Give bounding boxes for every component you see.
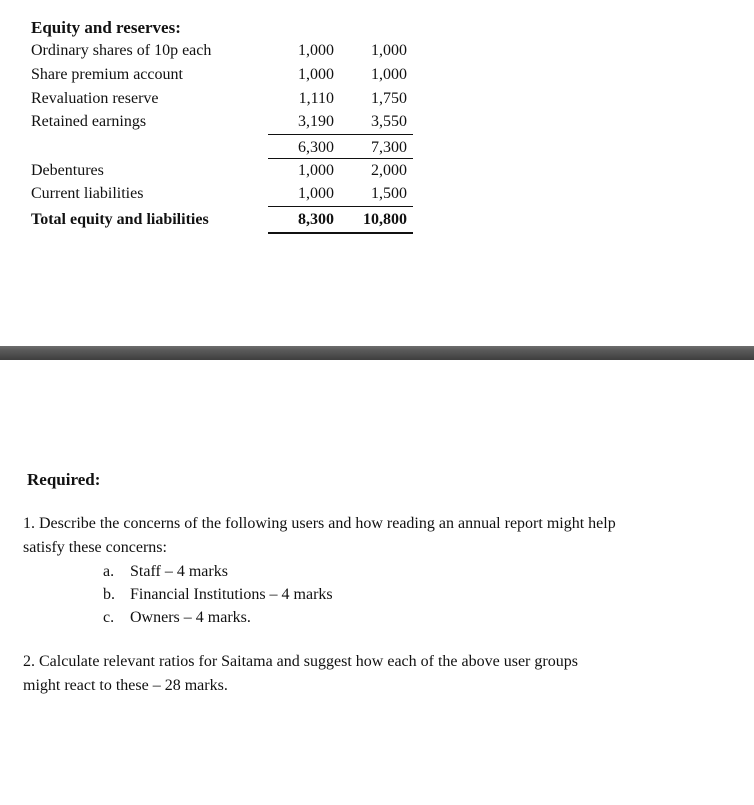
question-1-line-1: 1. Describe the concerns of the following users and how reading an annual report might help <box>23 515 616 532</box>
page-divider <box>0 346 754 360</box>
current-year-value: 1,000 <box>371 42 407 59</box>
current-year-value: 2,000 <box>371 162 407 179</box>
total-row <box>0 209 754 231</box>
prior-year-value: 1,000 <box>298 66 334 83</box>
question-2-line-2: might react to these – 28 marks. <box>23 677 228 694</box>
row-label: Retained earnings <box>31 113 147 130</box>
prior-year-value: 1,000 <box>298 162 334 179</box>
current-year-value: 7,300 <box>371 139 407 156</box>
row-label: Debentures <box>31 162 104 179</box>
current-year-value: 1,000 <box>371 66 407 83</box>
total-rule-double-1 <box>268 232 413 234</box>
table-row <box>0 183 754 205</box>
list-item <box>103 561 228 583</box>
table-row <box>0 40 754 62</box>
current-year-value: 1,750 <box>371 90 407 107</box>
list-item <box>103 607 251 629</box>
question-2-line-1: 2. Calculate relevant ratios for Saitama and suggest how each of the above user groups <box>23 653 578 670</box>
prior-year-value: 6,300 <box>298 139 334 156</box>
table-row <box>0 160 754 182</box>
row-label: Current liabilities <box>31 185 144 202</box>
table-row <box>0 88 754 110</box>
prior-year-value: 1,000 <box>298 185 334 202</box>
list-marker: a. <box>103 563 115 580</box>
table-row <box>0 111 754 133</box>
prior-year-value: 3,190 <box>298 113 334 130</box>
required-heading: Required: <box>27 470 101 489</box>
subtotal-rule <box>268 158 413 159</box>
list-item-text: Owners – 4 marks. <box>130 609 251 626</box>
equity-reserves-heading: Equity and reserves: <box>31 18 181 37</box>
prior-year-total: 8,300 <box>298 211 334 228</box>
total-rule-top <box>268 206 413 207</box>
table-row <box>0 64 754 86</box>
list-marker: c. <box>103 609 115 626</box>
row-label: Total equity and liabilities <box>31 211 209 228</box>
row-label: Ordinary shares of 10p each <box>31 42 212 59</box>
current-year-total: 10,800 <box>363 211 407 228</box>
row-label: Revaluation reserve <box>31 90 159 107</box>
row-label: Share premium account <box>31 66 183 83</box>
list-item-text: Financial Institutions – 4 marks <box>130 586 333 603</box>
prior-year-value: 1,110 <box>298 90 334 107</box>
current-year-value: 3,550 <box>371 113 407 130</box>
list-marker: b. <box>103 586 115 603</box>
list-item <box>103 584 333 606</box>
subtotal-row <box>0 137 754 159</box>
current-year-value: 1,500 <box>371 185 407 202</box>
subtotal-rule <box>268 134 413 135</box>
question-1-line-2: satisfy these concerns: <box>23 539 167 556</box>
list-item-text: Staff – 4 marks <box>130 563 228 580</box>
prior-year-value: 1,000 <box>298 42 334 59</box>
